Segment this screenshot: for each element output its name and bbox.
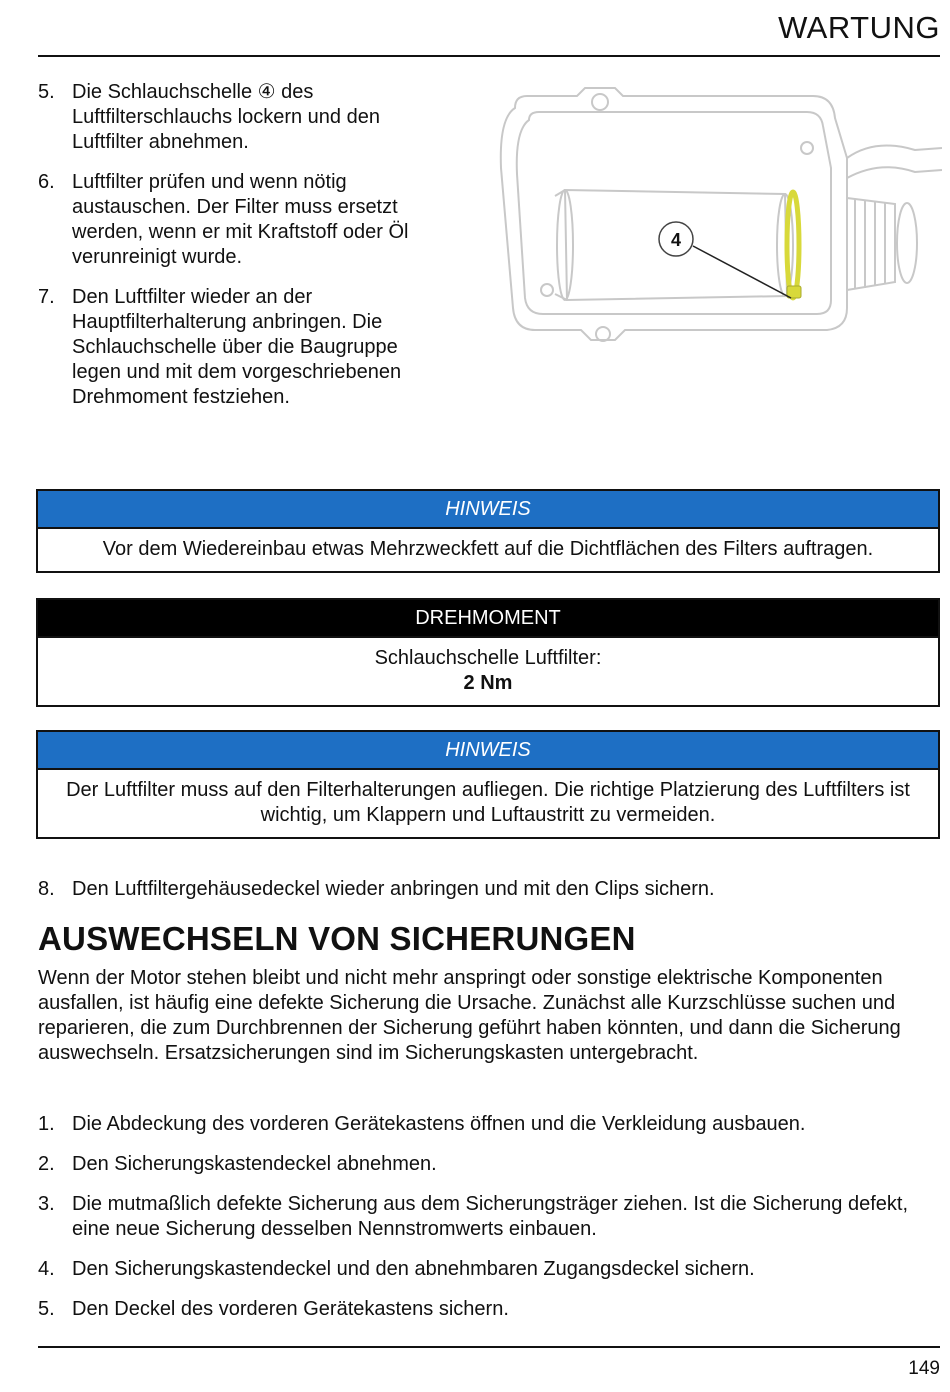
note-text: Vor dem Wiedereinbau etwas Mehrzweckfett auf die Dichtflächen des Filters auftragen.: [102, 538, 874, 560]
air-filter-steps: [38, 80, 438, 425]
footer-rule: [38, 1346, 940, 1348]
list-item: [38, 1152, 942, 1177]
list-item: [38, 1257, 942, 1282]
step-number: 1.: [38, 1113, 55, 1135]
step-text: Den Deckel des vorderen Gerätekastens sichern.: [72, 1298, 509, 1320]
step-number: 5.: [38, 81, 55, 103]
step-number: 6.: [38, 171, 55, 193]
step-text: Den Sicherungskastendeckel und den abnehmbaren Zugangsdeckel sichern.: [72, 1258, 755, 1280]
step-text: Die Schlauchschelle ④ des Luftfilterschlauchs lockern und den Luftfilter abnehmen.: [72, 81, 380, 153]
torque-label: Schlauchschelle Luftfilter:: [374, 647, 602, 669]
header-title: WARTUNG: [778, 10, 940, 45]
step-text: Luftfilter prüfen und wenn nötig austauschen. Der Filter muss ersetzt werden, wenn er mit Kraftstoff oder Öl verunreinigt wurde.: [72, 171, 409, 268]
callout-number: 4: [670, 230, 682, 250]
note-title: HINWEIS: [38, 491, 938, 529]
list-item: [38, 80, 438, 155]
list-item: [38, 1192, 942, 1242]
torque-body: [38, 638, 938, 705]
step-text: Den Sicherungskastendeckel abnehmen.: [72, 1153, 437, 1175]
list-item: [38, 877, 715, 902]
list-item: [38, 170, 438, 270]
step-number: 7.: [38, 286, 55, 308]
torque-value: 2 Nm: [463, 672, 513, 694]
section-heading: AUSWECHSELN VON SICHERUNGEN: [38, 920, 636, 957]
torque-box: [36, 598, 940, 707]
note-title: HINWEIS: [38, 732, 938, 770]
fuse-steps: [38, 1112, 942, 1337]
note-text: Der Luftfilter muss auf den Filterhalterungen aufliegen. Die richtige Platzierung des Luftfilters ist wichtig, um Klappern und Luftaustritt zu vermeiden.: [66, 779, 910, 826]
step-text: Die mutmaßlich defekte Sicherung aus dem Sicherungsträger ziehen. Ist die Sicherung defekt, eine neue Sicherung desselben Nennstromwerts einbauen.: [72, 1193, 908, 1240]
step-number: 2.: [38, 1153, 55, 1175]
air-filter-illustration: [495, 78, 942, 396]
section-intro: Wenn der Motor stehen bleibt und nicht mehr anspringt oder sonstige elektrische Komponenten ausfallen, ist häufig eine defekte Sicherung die Ursache. Zunächst alle Kurzschlüsse suchen und reparieren, die zum Durchbrennen der Sicherung geführt haben könnten, und dann die Sicherung auswechseln. Ersatzsicherungen sind im Sicherungskasten untergebracht.: [38, 967, 901, 1064]
header-rule: [38, 55, 940, 57]
torque-title: DREHMOMENT: [38, 600, 938, 638]
step-number: 4.: [38, 1258, 55, 1280]
step-number: 5.: [38, 1298, 55, 1320]
step-text: Den Luftfiltergehäusedeckel wieder anbringen und mit den Clips sichern.: [72, 878, 715, 900]
list-item: [38, 285, 438, 410]
page-number: 149: [908, 1358, 940, 1379]
note-box-placement: [36, 730, 940, 839]
step-number: 8.: [38, 878, 55, 900]
step-text: Die Abdeckung des vorderen Gerätekastens öffnen und die Verkleidung ausbauen.: [72, 1113, 806, 1135]
list-item: [38, 1297, 942, 1322]
note-box-grease: [36, 489, 940, 573]
cover-step: [38, 877, 715, 902]
step-number: 3.: [38, 1193, 55, 1215]
list-item: [38, 1112, 942, 1137]
step-text: Den Luftfilter wieder an der Hauptfilterhalterung anbringen. Die Schlauchschelle über die Baugruppe legen und mit dem vorgeschriebenen Drehmoment festziehen.: [72, 286, 402, 408]
